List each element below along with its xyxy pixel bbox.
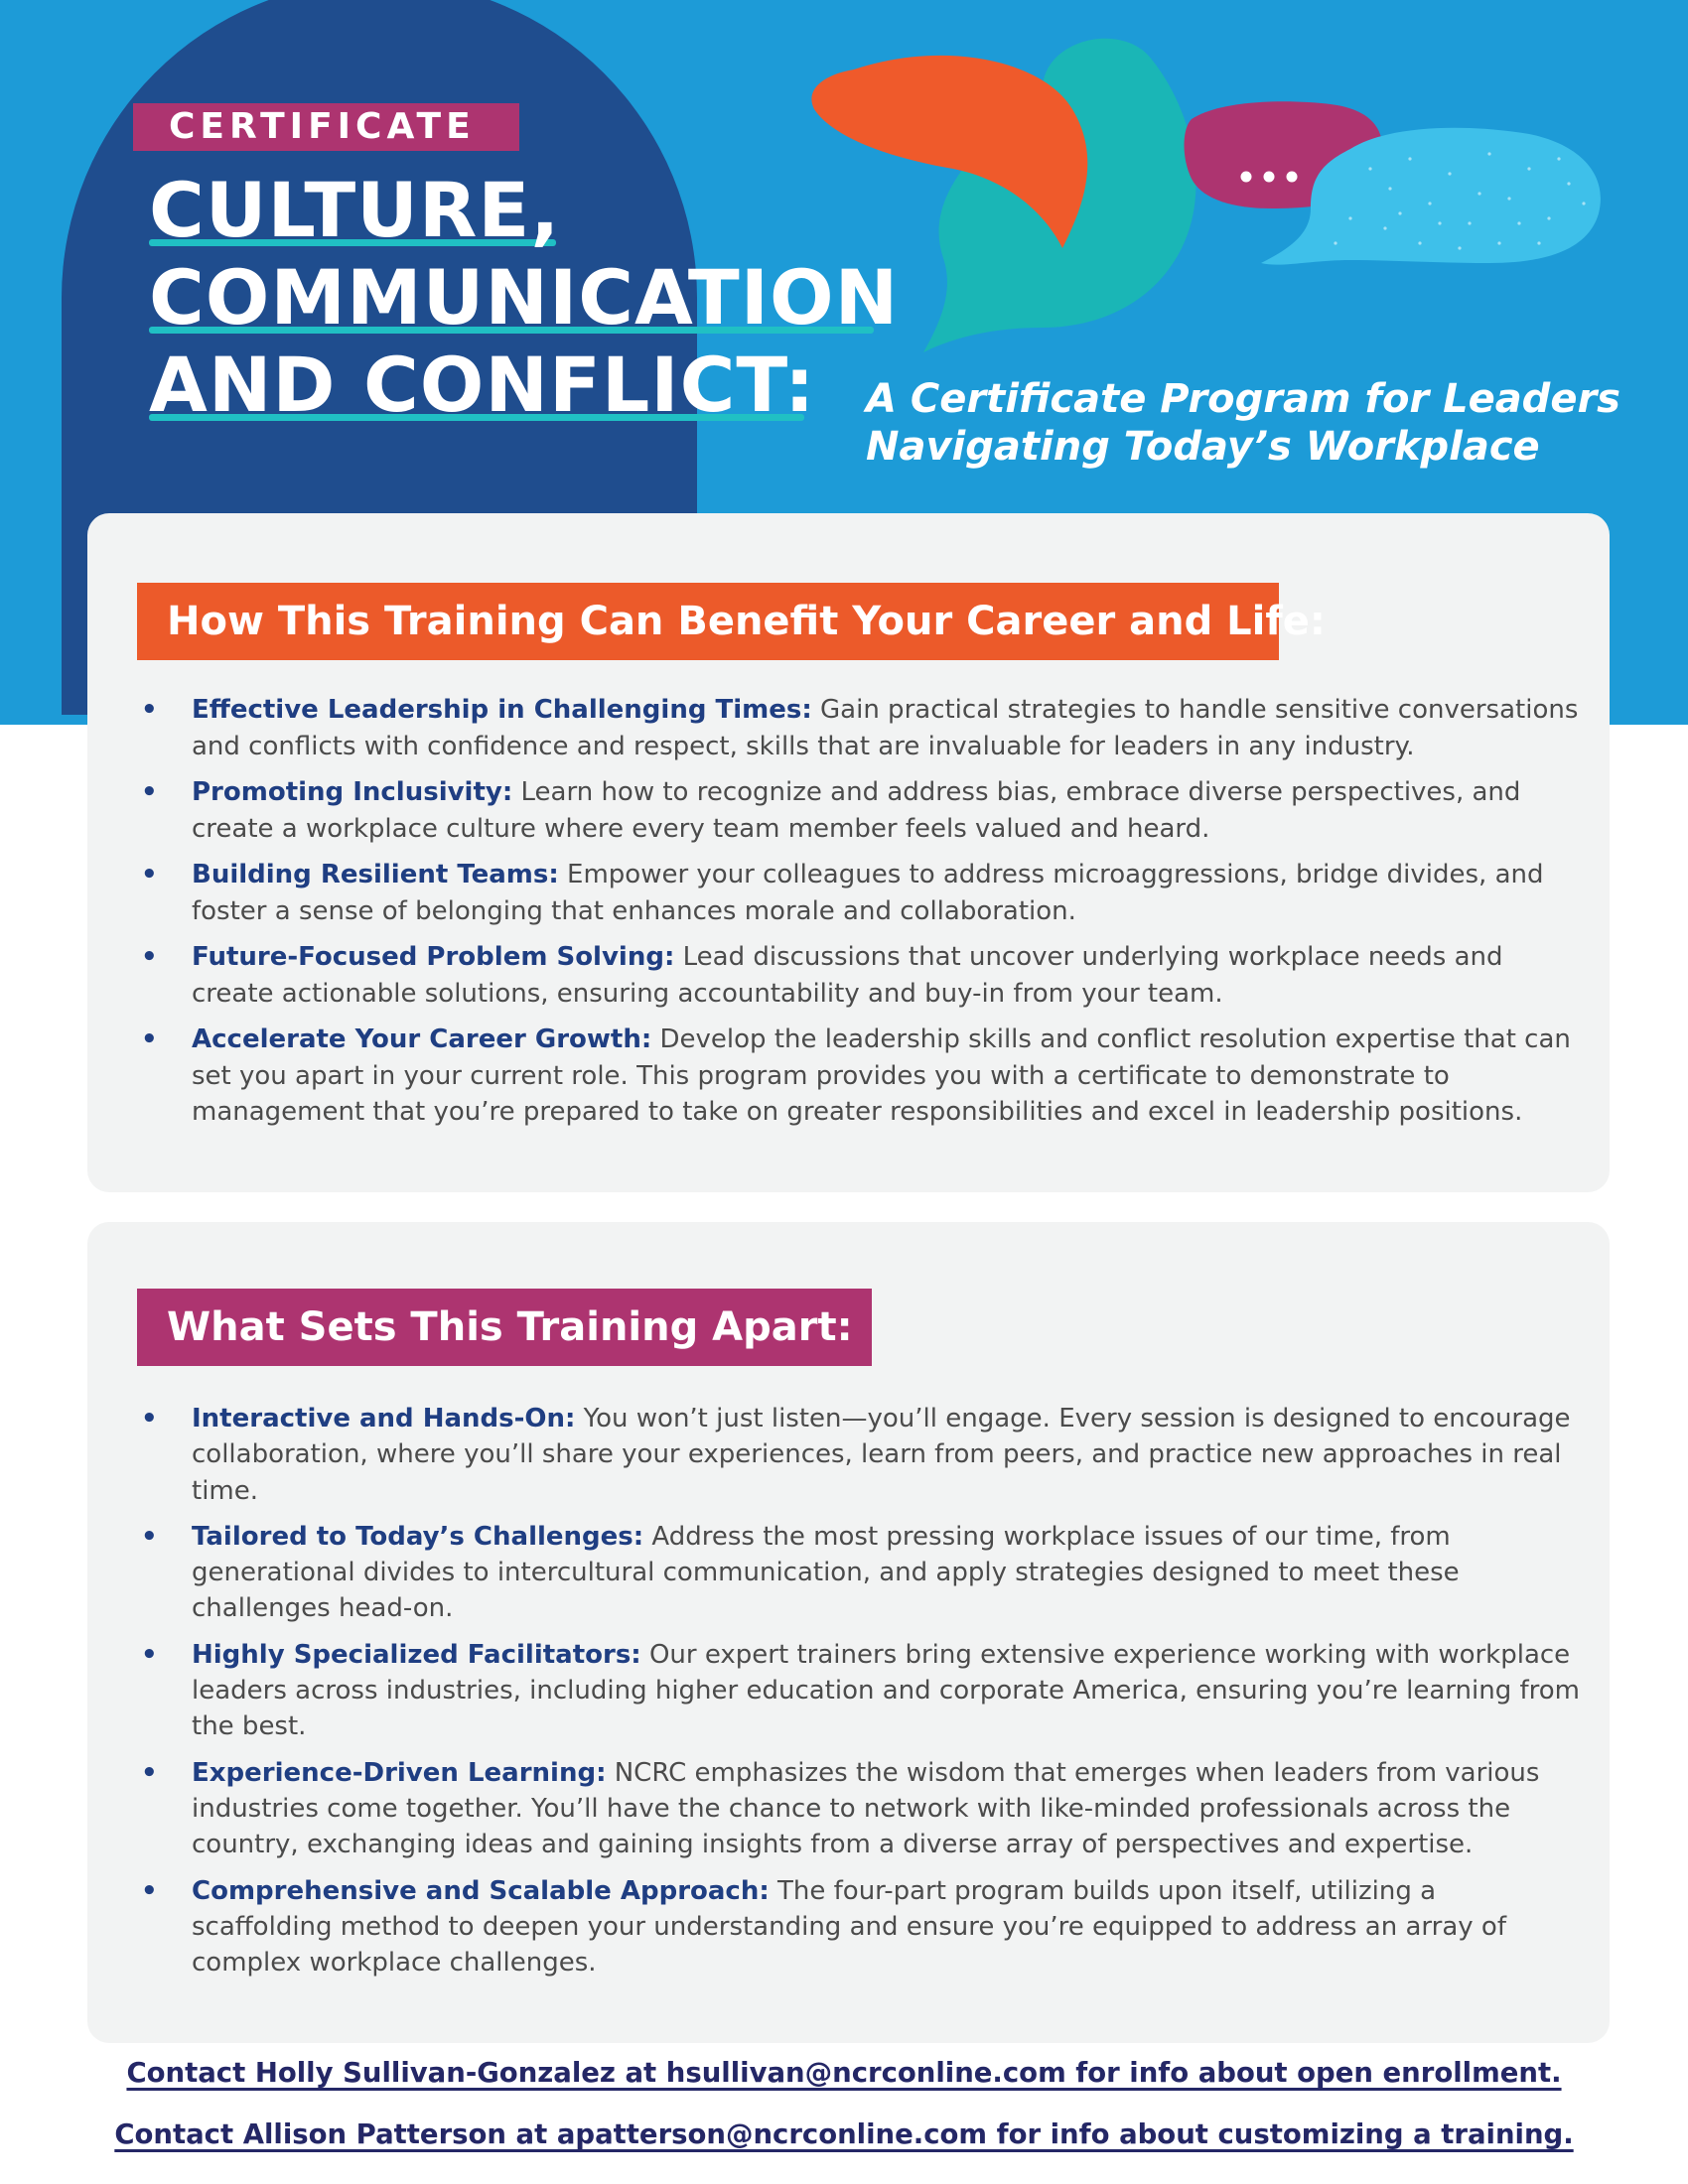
list-item: • Tailored to Today’s Challenges: Address the most pressing workplace issues of our time, from generational divides to intercultural communication, and apply strategies designed to meet these challenges head-on. xyxy=(141,1521,1460,1624)
list-item: • Effective Leadership in Challenging Times: Gain practical strategies to handle sensitive conversations and conflicts with confidence and respect, skills that are invaluable for leaders in any industry. xyxy=(141,695,1579,761)
list-item: • Future-Focused Problem Solving: Lead discussions that uncover underlying workplace needs and create actionable solutions, ensuring accountability and buy-in from your team. xyxy=(141,942,1503,1009)
title-line-1: CULTURE, xyxy=(149,166,561,254)
benefits-list xyxy=(137,692,1580,1141)
list-item: • Experience-Driven Learning: NCRC emphasizes the wisdom that emerges when leaders from various industries come together. You’ll have the chance to network with like-minded professionals across the country, exchanging ideas and gaining insights from a diverse array of perspectives and expertise. xyxy=(141,1757,1540,1860)
list-item: • Building Resilient Teams: Empower your colleagues to address microaggressions, bridge divides, and foster a sense of belonging that enhances morale and collaboration. xyxy=(141,860,1544,926)
ellipsis-dots xyxy=(1241,172,1298,183)
contact-customizing-link[interactable]: Contact Allison Patterson at apatterson@ncrconline.com for info about customizing a training. xyxy=(114,2118,1574,2150)
list-item: • Highly Specialized Facilitators: Our expert trainers bring extensive experience working with workplace leaders across industries, including higher education and corporate America, ensuring you’re learning from the best. xyxy=(141,1639,1581,1742)
list-item: • Interactive and Hands-On: You won’t just listen—you’ll engage. Every session is designed to encourage collaboration, where you’ll share your experiences, learn from peers, and practice new approaches in real time. xyxy=(141,1404,1571,1506)
page-title xyxy=(149,167,899,429)
list-item: • Promoting Inclusivity: Learn how to recognize and address bias, embrace diverse perspectives, and create a workplace culture where every team member feels valued and heard. xyxy=(141,777,1521,844)
apart-list xyxy=(137,1401,1580,1990)
apart-heading: What Sets This Training Apart: xyxy=(137,1289,872,1366)
certificate-tag: CERTIFICATE xyxy=(133,103,519,151)
benefits-card xyxy=(87,513,1610,1192)
speech-bubbles-illustration xyxy=(794,30,1628,387)
page-subtitle: A Certificate Program for Leaders Navigating Today’s Workplace xyxy=(866,376,1620,470)
contact-enrollment-link[interactable]: Contact Holly Sullivan-Gonzalez at hsullivan@ncrconline.com for info about open enrollment. xyxy=(126,2057,1562,2089)
benefits-heading: How This Training Can Benefit Your Career and Life: xyxy=(137,583,1279,660)
list-item: • Comprehensive and Scalable Approach: The four-part program builds upon itself, utilizing a scaffolding method to deepen your understanding and ensure you’re equipped to address an array of complex workplace challenges. xyxy=(141,1875,1506,1979)
list-item: • Accelerate Your Career Growth: Develop the leadership skills and conflict resolution expertise that can set you apart in your current role. This program provides you with a certificate to demonstrate to management that you’re prepared to take on greater responsibilities and excel in leadership positions. xyxy=(141,1024,1571,1127)
apart-card xyxy=(87,1222,1610,2043)
title-line-2: COMMUNICATION xyxy=(149,253,900,341)
title-line-3: AND CONFLICT: xyxy=(149,341,816,429)
